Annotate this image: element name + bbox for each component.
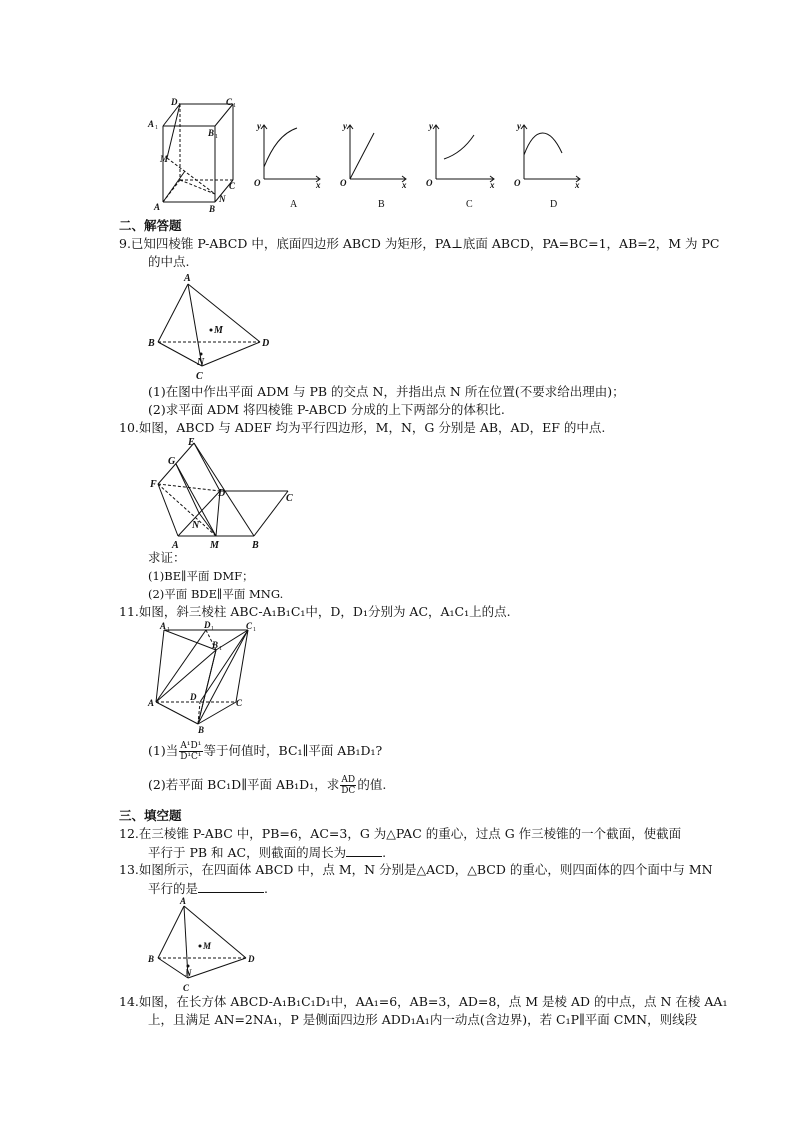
label-C1: C (246, 621, 253, 631)
svg-text:1: 1 (219, 646, 222, 652)
svg-text:1: 1 (215, 134, 218, 140)
label-A1: A (148, 119, 155, 129)
cube-figure (145, 96, 245, 216)
graph-option-A (254, 121, 321, 210)
q10-part2: (2)平面 BDE∥平面 MNG. (148, 587, 284, 601)
label-N: N (219, 194, 226, 204)
q14-line1: 14.如图，在长方体 ABCD-A₁B₁C₁D₁中，AA₁=6，AB=3，AD=8，点 M 是棱 AD 的中点，点 N 在棱 AA₁ (119, 994, 728, 1009)
q9-part1: (1)在图中作出平面 ADM 与 PB 的交点 N，并指出点 N 所在位置(不要求给出理由)； (148, 384, 625, 399)
label-A: A (154, 202, 161, 212)
graph-options (250, 115, 580, 215)
origin-label: O (254, 178, 261, 188)
label-C: C (229, 181, 236, 191)
q10-part1: (1)BE∥平面 DMF； (148, 569, 254, 583)
origin-label: O (426, 178, 433, 188)
label-A: A (172, 540, 179, 551)
label-D: D (190, 692, 197, 702)
label-A: A (180, 896, 187, 906)
label-M: M (203, 941, 212, 951)
label-M: M (210, 540, 219, 551)
label-D: D (218, 488, 226, 499)
label-M: M (214, 325, 223, 336)
x-axis-label: x (316, 180, 321, 190)
origin-label: O (514, 178, 521, 188)
svg-text:1: 1 (253, 627, 256, 633)
label-C: C (236, 698, 243, 708)
label-D1: D (171, 97, 178, 107)
label-C: C (196, 371, 203, 382)
q10-parallelogram-figure (148, 436, 298, 550)
label-A1: A (160, 621, 167, 631)
label-D1: D (204, 620, 211, 630)
q14-line2: 上，且满足 AN=2NA₁，P 是侧面四边形 ADD₁A₁内一动点(含边界)，若 C₁P∥平面 CMN，则线段 (148, 1012, 698, 1027)
answer-blank[interactable] (346, 844, 382, 857)
graph-option-B (340, 121, 407, 210)
q10-line1: 10.如图，ABCD 与 ADEF 均为平行四边形，M，N，G 分别是 AB，AD，EF 的中点. (119, 420, 606, 435)
label-A: A (184, 273, 191, 284)
svg-text:1: 1 (211, 626, 214, 632)
label-B: B (252, 540, 259, 551)
y-axis-label: y (517, 121, 521, 131)
answer-blank[interactable] (198, 880, 264, 893)
x-axis-label: x (402, 180, 407, 190)
label-C: C (286, 493, 293, 504)
q9-line1: 9.已知四棱锥 P-ABCD 中，底面四边形 ABCD 为矩形，PA⊥底面 ABCD，PA=BC=1，AB=2，M 为 PC (119, 236, 720, 251)
q9-part2: (2)求平面 ADM 将四棱锥 P-ABCD 分成的上下两部分的体积比. (148, 402, 505, 417)
svg-text:1: 1 (167, 627, 170, 633)
q9-tetra-figure (148, 272, 278, 382)
q10-prove: 求证： (148, 550, 186, 565)
q9-line2: 的中点. (148, 254, 190, 269)
y-axis-label: y (429, 121, 433, 131)
label-D: D (262, 338, 270, 349)
option-letter-A: A (290, 199, 298, 210)
label-N: N (197, 357, 205, 368)
x-axis-label: x (490, 180, 495, 190)
section-title-2: 二、解答题 (119, 218, 182, 233)
q12-line2: 平行于 PB 和 AC，则截面的周长为 . (148, 845, 387, 860)
q11-prism-figure (148, 620, 268, 735)
graph-option-D (514, 121, 580, 210)
label-E: E (188, 437, 195, 448)
q11-part2: (2)若平面 BC₁D∥平面 AB₁D₁，求 $\frac{AD}{DC}$ 的值. (148, 775, 387, 796)
label-F: F (150, 479, 157, 490)
label-B: B (198, 725, 205, 735)
label-B: B (209, 204, 216, 214)
q11-line1: 11.如图，斜三棱柱 ABC-A₁B₁C₁中，D，D₁分别为 AC，A₁C₁上的点. (119, 604, 511, 619)
q12-line1: 12.在三棱锥 P-ABC 中，PB=6，AC=3，G 为△PAC 的重心，过点 G 作三棱锥的一个截面，使截面 (119, 826, 682, 841)
label-C1: C (226, 97, 233, 107)
option-letter-C: C (466, 199, 473, 210)
label-A: A (148, 698, 155, 708)
x-axis-label: x (575, 180, 580, 190)
label-D: D (248, 954, 255, 964)
origin-label: O (340, 178, 347, 188)
label-G: G (168, 456, 176, 467)
label-B: B (148, 954, 155, 964)
label-M: M (160, 154, 169, 164)
label-N: N (192, 520, 200, 531)
q13-line1: 13.如图所示，在四面体 ABCD 中，点 M，N 分别是△ACD，△BCD 的重心，则四面体的四个面中与 MN (119, 862, 713, 877)
label-C: C (183, 983, 190, 993)
q13-tetra-figure (148, 896, 268, 994)
y-axis-label: y (343, 121, 347, 131)
section-title-3: 三、填空题 (119, 808, 182, 823)
svg-text:1: 1 (233, 103, 236, 109)
y-axis-label: y (257, 121, 261, 131)
label-B: B (148, 338, 155, 349)
label-B1: B (208, 128, 215, 138)
q13-line2: 平行的是 . (148, 881, 268, 896)
q11-part1: (1)当 $\frac{\text{A¹D¹}}{\text{D¹C¹}}$ 等于何值时，BC₁∥平面 AB₁D₁? (148, 741, 383, 762)
svg-text:1: 1 (155, 125, 158, 131)
label-B1: B (212, 640, 219, 650)
graph-option-C (426, 121, 495, 210)
svg-text:1: 1 (178, 103, 181, 109)
option-letter-D: D (550, 199, 558, 210)
option-letter-B: B (378, 199, 385, 210)
label-N: N (185, 968, 192, 978)
